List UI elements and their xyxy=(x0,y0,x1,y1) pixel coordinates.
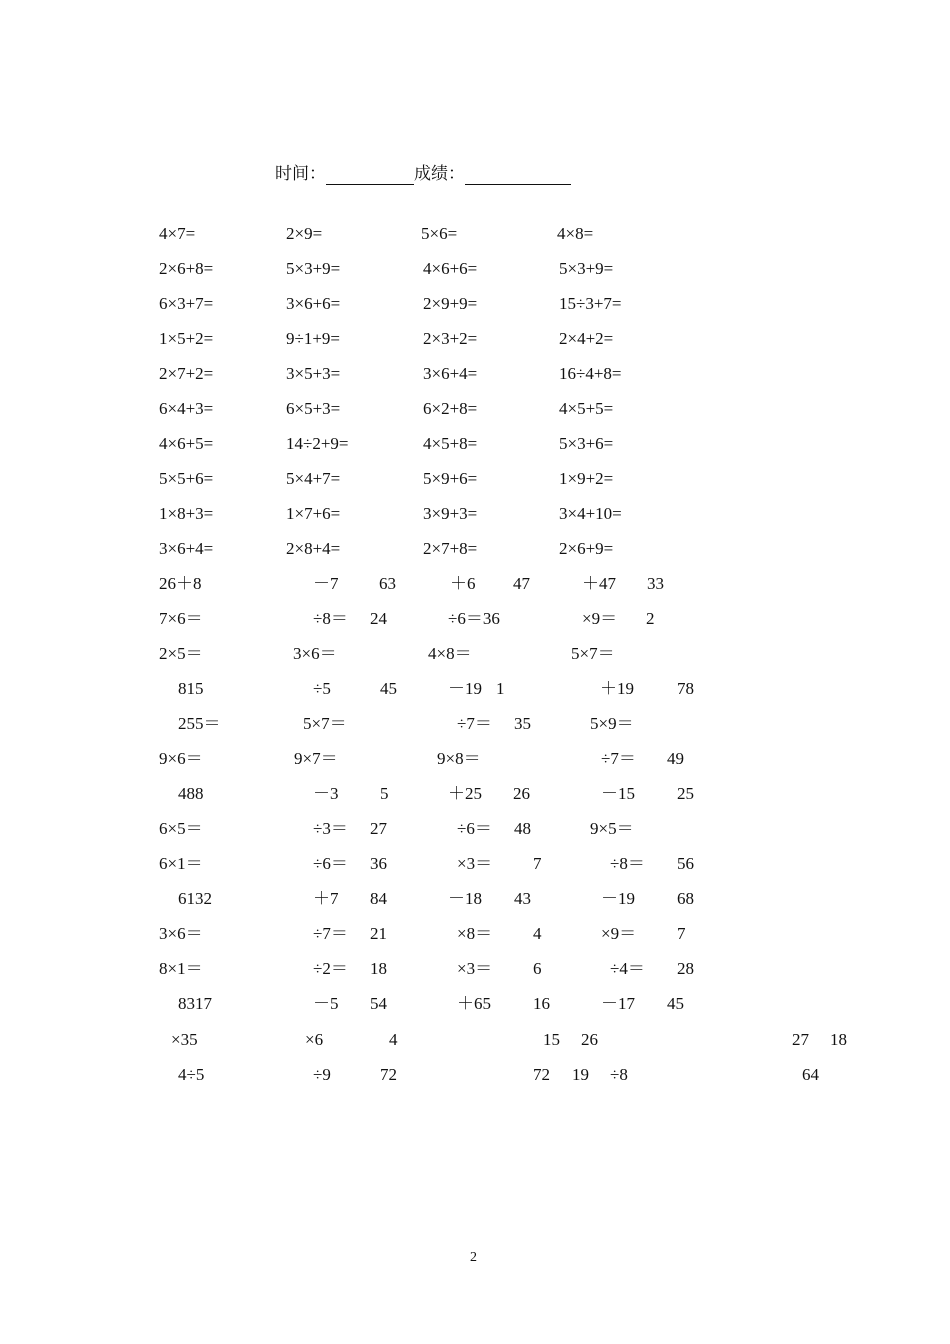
fill-in-token: 18 xyxy=(370,959,387,978)
problem: 6×3+7= xyxy=(159,294,214,313)
fill-in-token: ＋47 xyxy=(582,574,616,593)
fill-in-token: 2×5＝ xyxy=(159,644,203,663)
fill-in-token: 5×7＝ xyxy=(571,644,615,663)
fill-in-token: 72 xyxy=(380,1065,397,1084)
problem: 5×4+7= xyxy=(286,469,341,488)
problem: 5×3+9= xyxy=(286,259,341,278)
problem: 15÷3+7= xyxy=(559,294,622,313)
problem: 4×5+5= xyxy=(559,399,614,418)
fill-in-token: 72 xyxy=(533,1065,550,1084)
fill-in-token: 4 xyxy=(389,1030,398,1049)
fill-in-token: 6×5＝ xyxy=(159,819,203,838)
fill-in-token: 1 xyxy=(496,679,505,698)
fill-in-token: 64 xyxy=(802,1065,819,1084)
fill-in-token: 6132 xyxy=(178,889,212,908)
fill-in-token: 45 xyxy=(380,679,397,698)
fill-in-token: ＋7 xyxy=(313,889,339,908)
fill-in-token: 15 xyxy=(543,1030,560,1049)
problem: 2×8+4= xyxy=(286,539,341,558)
fill-in-token: ÷6＝ xyxy=(457,819,492,838)
problem: 2×7+2= xyxy=(159,364,214,383)
fill-in-token: ÷7＝ xyxy=(601,749,636,768)
problem: 4×5+8= xyxy=(423,434,478,453)
score-blank-line xyxy=(465,164,571,185)
fill-in-token: －19 xyxy=(448,679,482,698)
fill-in-token: ×3＝ xyxy=(457,959,493,978)
fill-in-token: 24 xyxy=(370,609,387,628)
fill-in-token: 488 xyxy=(178,784,204,803)
fill-in-token: ×6 xyxy=(305,1030,324,1049)
problem: 3×6+4= xyxy=(159,539,214,558)
fill-in-token: 68 xyxy=(677,889,694,908)
fill-in-token: ÷9 xyxy=(313,1065,331,1084)
fill-in-token: 9×8＝ xyxy=(437,749,481,768)
problem: 6×5+3= xyxy=(286,399,341,418)
fill-in-token: 6×1＝ xyxy=(159,854,203,873)
problem: 1×9+2= xyxy=(559,469,614,488)
fill-in-token: ÷3＝ xyxy=(313,819,348,838)
problem: 3×5+3= xyxy=(286,364,341,383)
fill-in-token: 27 xyxy=(370,819,387,838)
fill-in-token: 8×1＝ xyxy=(159,959,203,978)
fill-in-token: －5 xyxy=(313,994,339,1013)
fill-in-token: 19 xyxy=(572,1065,589,1084)
fill-in-token: 9×5＝ xyxy=(590,819,634,838)
problem: 9÷1+9= xyxy=(286,329,341,348)
fill-in-token: 4×8＝ xyxy=(428,644,472,663)
fill-in-token: 25 xyxy=(677,784,694,803)
fill-in-token: 4 xyxy=(533,924,542,943)
fill-in-token: 2 xyxy=(646,609,655,628)
fill-in-token: ＋19 xyxy=(600,679,634,698)
fill-in-token: ÷6＝ xyxy=(313,854,348,873)
problem: 1×7+6= xyxy=(286,504,341,523)
fill-in-token: ÷6＝36 xyxy=(448,609,500,628)
fill-in-token: ＋25 xyxy=(448,784,482,803)
fill-in-token: 8317 xyxy=(178,994,212,1013)
problem: 5×5+6= xyxy=(159,469,214,488)
fill-in-token: 54 xyxy=(370,994,387,1013)
fill-in-token: ×35 xyxy=(171,1030,198,1049)
problem: 2×4+2= xyxy=(559,329,614,348)
fill-in-token: 84 xyxy=(370,889,387,908)
fill-in-token: ÷4＝ xyxy=(610,959,645,978)
problem: 5×9+6= xyxy=(423,469,478,488)
fill-in-token: 5×7＝ xyxy=(303,714,347,733)
problem: 6×4+3= xyxy=(159,399,214,418)
problem: 2×7+8= xyxy=(423,539,478,558)
fill-in-token: 9×6＝ xyxy=(159,749,203,768)
fill-in-token: 35 xyxy=(514,714,531,733)
fill-in-token: ＋65 xyxy=(457,994,491,1013)
problem: 4×6+6= xyxy=(423,259,478,278)
fill-in-token: ÷7＝ xyxy=(457,714,492,733)
fill-in-token: 16 xyxy=(533,994,550,1013)
problem: 4×6+5= xyxy=(159,434,214,453)
problem: 2×9+9= xyxy=(423,294,478,313)
fill-in-token: 28 xyxy=(677,959,694,978)
fill-in-token: ÷2＝ xyxy=(313,959,348,978)
fill-in-token: ×9＝ xyxy=(601,924,637,943)
fill-in-token: ÷8＝ xyxy=(313,609,348,628)
fill-in-token: 21 xyxy=(370,924,387,943)
fill-in-token: 48 xyxy=(514,819,531,838)
fill-in-token: 49 xyxy=(667,749,684,768)
fill-in-token: 7×6＝ xyxy=(159,609,203,628)
fill-in-token: ÷8 xyxy=(610,1065,628,1084)
fill-in-token: 9×7＝ xyxy=(294,749,338,768)
fill-in-token: ×8＝ xyxy=(457,924,493,943)
page-number: 2 xyxy=(470,1250,477,1265)
fill-in-token: 36 xyxy=(370,854,387,873)
fill-in-token: 3×6＝ xyxy=(293,644,337,663)
problem: 5×3+9= xyxy=(559,259,614,278)
fill-in-token: 78 xyxy=(677,679,694,698)
fill-in-token: 63 xyxy=(379,574,396,593)
fill-in-token: 7 xyxy=(533,854,542,873)
problem: 1×8+3= xyxy=(159,504,214,523)
fill-in-token: －18 xyxy=(448,889,482,908)
problem: 5×6= xyxy=(421,224,458,243)
fill-in-token: 26 xyxy=(513,784,530,803)
problem: 3×4+10= xyxy=(559,504,622,523)
fill-in-token: 7 xyxy=(677,924,686,943)
worksheet-header xyxy=(275,163,571,185)
fill-in-token: ＋6 xyxy=(450,574,476,593)
fill-in-token: 45 xyxy=(667,994,684,1013)
problem: 14÷2+9= xyxy=(286,434,349,453)
score-label: 成绩： xyxy=(414,164,465,183)
fill-in-token: 26＋8 xyxy=(159,574,202,593)
fill-in-token: －15 xyxy=(601,784,635,803)
problem: 1×5+2= xyxy=(159,329,214,348)
fill-in-token: 3×6＝ xyxy=(159,924,203,943)
fill-in-token: ÷5 xyxy=(313,679,331,698)
fill-in-token: 43 xyxy=(514,889,531,908)
fill-in-token: ÷7＝ xyxy=(313,924,348,943)
problem: 2×6+9= xyxy=(559,539,614,558)
fill-in-token: 47 xyxy=(513,574,530,593)
fill-in-token: －17 xyxy=(601,994,635,1013)
fill-in-token: 27 xyxy=(792,1030,809,1049)
fill-in-token: 6 xyxy=(533,959,542,978)
time-blank-line xyxy=(326,164,414,185)
problem: 4×7= xyxy=(159,224,196,243)
problem: 3×6+4= xyxy=(423,364,478,383)
fill-in-token: －7 xyxy=(313,574,339,593)
problem: 4×8= xyxy=(557,224,594,243)
problem: 2×9= xyxy=(286,224,323,243)
fill-in-token: －3 xyxy=(313,784,339,803)
time-label: 时间： xyxy=(275,164,326,183)
fill-in-token: 4÷5 xyxy=(178,1065,205,1084)
fill-in-token: 255＝ xyxy=(178,714,221,733)
fill-in-token: ÷8＝ xyxy=(610,854,645,873)
problem: 3×9+3= xyxy=(423,504,478,523)
problem: 16÷4+8= xyxy=(559,364,622,383)
fill-in-token: 5×9＝ xyxy=(590,714,634,733)
fill-in-token: 18 xyxy=(830,1030,847,1049)
fill-in-token: 33 xyxy=(647,574,664,593)
fill-in-token: －19 xyxy=(601,889,635,908)
problem: 2×3+2= xyxy=(423,329,478,348)
fill-in-token: 5 xyxy=(380,784,389,803)
problem: 6×2+8= xyxy=(423,399,478,418)
fill-in-token: 815 xyxy=(178,679,204,698)
problem: 3×6+6= xyxy=(286,294,341,313)
problem: 2×6+8= xyxy=(159,259,214,278)
problem: 5×3+6= xyxy=(559,434,614,453)
fill-in-token: ×9＝ xyxy=(582,609,618,628)
fill-in-token: 26 xyxy=(581,1030,598,1049)
fill-in-token: ×3＝ xyxy=(457,854,493,873)
fill-in-token: 56 xyxy=(677,854,694,873)
